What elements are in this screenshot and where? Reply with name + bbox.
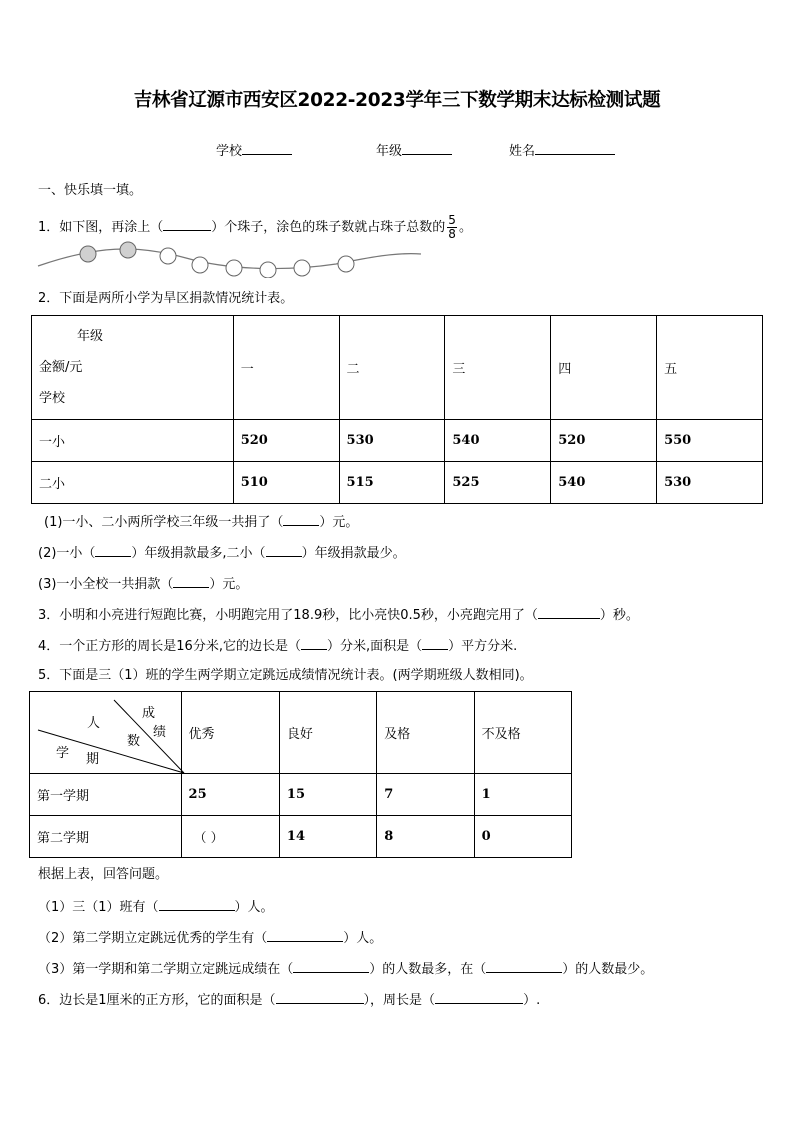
name-blank[interactable] [535, 142, 615, 155]
q5-sub3-blank-2[interactable] [486, 960, 562, 973]
q6-text-mid: ），周长是（ [363, 993, 436, 1008]
q2-sub2-mid: ）年级捐款最多,二小（ [131, 546, 266, 561]
q2-sub3-end: ）元。 [209, 577, 249, 592]
question-4 [38, 637, 517, 655]
q1-text-after: ）个珠子，涂色的珠子数就占珠子总数的 [211, 220, 446, 235]
table-cell: 540 [445, 420, 551, 462]
table-cell: 0 [474, 816, 571, 858]
q2-sub3 [38, 575, 248, 593]
q6-blank-2[interactable] [435, 991, 523, 1004]
row-label: 第一学期 [30, 774, 182, 816]
header-diagonal-cell [30, 692, 182, 774]
q5-sub2-end: ）人。 [343, 931, 383, 946]
q5-sub1-text: （1）三（1）班有（ [38, 900, 159, 915]
grade-label: 年级 [376, 144, 403, 159]
question-2: 2．下面是两所小学为旱区捐款情况统计表。 [38, 291, 294, 306]
q2-sub3-blank[interactable] [173, 575, 209, 588]
school-field[interactable] [216, 142, 292, 160]
table-cell: 520 [233, 420, 339, 462]
name-field[interactable] [509, 142, 615, 160]
page-title: 吉林省辽源市西安区2022-2023学年三下数学期末达标检测试题 [133, 90, 661, 111]
question-6 [38, 991, 540, 1009]
long-jump-table [29, 691, 572, 858]
table-row [30, 774, 572, 816]
table-row [30, 816, 572, 858]
bead[interactable] [260, 262, 276, 278]
q5-sub3-end: ）的人数最少。 [562, 962, 654, 977]
column-header: 优秀 [181, 692, 279, 774]
diag-label: 期 [86, 752, 100, 767]
row-label: 第二学期 [30, 816, 182, 858]
fraction-denominator: 8 [448, 227, 456, 241]
table-cell: 550 [657, 420, 763, 462]
q6-text: 6．边长是1厘米的正方形，它的面积是（ [38, 993, 276, 1008]
q2-sub1-end: ）元。 [319, 515, 359, 530]
table-cell: 25 [181, 774, 279, 816]
q5-sub2-blank[interactable] [267, 929, 343, 942]
q5-sub1-blank[interactable] [159, 898, 235, 911]
table-cell: 7 [377, 774, 474, 816]
question-3 [38, 606, 639, 624]
column-header: 一 [233, 316, 339, 420]
q4-text-end: ）平方分米. [448, 639, 518, 654]
column-header: 五 [657, 316, 763, 420]
grade-blank[interactable] [402, 142, 452, 155]
question-5: 5．下面是三（1）班的学生两学期立定跳远成绩情况统计表。(两学期班级人数相同)。 [38, 668, 533, 683]
table-cell: 525 [445, 462, 551, 504]
school-label: 学校 [216, 144, 243, 159]
q2-sub1-blank[interactable] [283, 513, 319, 526]
q5-intro: 根据上表，回答问题。 [38, 867, 169, 882]
q3-text: 3．小明和小亮进行短跑比赛，小明跑完用了18.9秒，比小亮快0.5秒，小亮跑完用了（ [38, 608, 538, 623]
q5-sub1-end: ）人。 [234, 900, 274, 915]
fraction-numerator: 5 [448, 213, 456, 227]
q1-blank[interactable] [163, 218, 211, 231]
section-heading: 一、快乐填一填。 [38, 183, 143, 198]
table-cell: 530 [657, 462, 763, 504]
school-blank[interactable] [242, 142, 292, 155]
column-header: 二 [339, 316, 445, 420]
donation-table [31, 315, 763, 504]
column-header: 三 [445, 316, 551, 420]
bead[interactable] [160, 248, 176, 264]
table-header-row [30, 692, 572, 774]
q3-blank[interactable] [538, 606, 600, 619]
diag-label: 学 [56, 746, 70, 761]
diag-label: 人 [87, 716, 101, 731]
table-cell: 520 [551, 420, 657, 462]
q1-end: 。 [458, 220, 472, 235]
q2-sub2-blank-2[interactable] [266, 544, 302, 557]
q5-sub3 [38, 960, 653, 978]
header-diagonal-cell [32, 316, 234, 420]
header-amount: 金额/元 [39, 360, 83, 375]
bead-shaded[interactable] [80, 246, 96, 262]
bead[interactable] [294, 260, 310, 276]
diag-label: 成 [142, 706, 156, 721]
q5-sub2-text: （2）第二学期立定跳远优秀的学生有（ [38, 931, 268, 946]
table-cell: 15 [279, 774, 376, 816]
q5-sub3-mid: ）的人数最多，在（ [369, 962, 487, 977]
q5-sub3-text: （3）第一学期和第二学期立定跳远成绩在（ [38, 962, 294, 977]
bead[interactable] [226, 260, 242, 276]
table-cell-blank[interactable]: （ ） [181, 816, 279, 858]
q4-text-mid: ）分米,面积是（ [326, 639, 423, 654]
table-cell: 540 [551, 462, 657, 504]
bead[interactable] [338, 256, 354, 272]
table-cell: 8 [377, 816, 474, 858]
q3-end: ）秒。 [599, 608, 639, 623]
column-header: 四 [551, 316, 657, 420]
table-row [32, 462, 763, 504]
fraction [447, 214, 457, 241]
column-header: 及格 [377, 692, 474, 774]
q4-blank-1[interactable] [301, 637, 327, 650]
table-header-row [32, 316, 763, 420]
name-label: 姓名 [509, 144, 536, 159]
q2-sub1-text: (1)一小、二小两所学校三年级一共捐了（ [44, 515, 284, 530]
table-row [32, 420, 763, 462]
grade-field[interactable] [376, 142, 452, 160]
q1-text: 1．如下图，再涂上（ [38, 220, 164, 235]
q5-sub3-blank-1[interactable] [293, 960, 369, 973]
column-header: 良好 [279, 692, 376, 774]
bead[interactable] [192, 257, 208, 273]
row-label: 一小 [32, 420, 234, 462]
q5-sub1 [38, 898, 274, 916]
table-cell: 510 [233, 462, 339, 504]
q2-sub2 [38, 544, 406, 562]
q2-sub2-end: ）年级捐款最少。 [301, 546, 406, 561]
q5-sub2 [38, 929, 382, 947]
q4-text: 4．一个正方形的周长是16分米,它的边长是（ [38, 639, 301, 654]
table-cell: 530 [339, 420, 445, 462]
header-school: 学校 [39, 391, 66, 406]
q2-sub2-blank-1[interactable] [95, 544, 131, 557]
table-cell: 515 [339, 462, 445, 504]
header-grade: 年级 [77, 329, 104, 344]
table-cell: 14 [279, 816, 376, 858]
table-cell: 1 [474, 774, 571, 816]
q2-sub2-text: (2)一小（ [38, 546, 96, 561]
bead-shaded[interactable] [120, 242, 136, 258]
q4-blank-2[interactable] [422, 637, 448, 650]
diag-label: 绩 [153, 725, 167, 740]
q6-text-end: ）. [523, 993, 541, 1008]
beads-diagram [36, 236, 426, 278]
q6-blank-1[interactable] [276, 991, 364, 1004]
column-header: 不及格 [474, 692, 571, 774]
diag-label: 数 [127, 734, 141, 749]
row-label: 二小 [32, 462, 234, 504]
q2-sub3-text: (3)一小全校一共捐款（ [38, 577, 174, 592]
q2-sub1 [44, 513, 358, 531]
